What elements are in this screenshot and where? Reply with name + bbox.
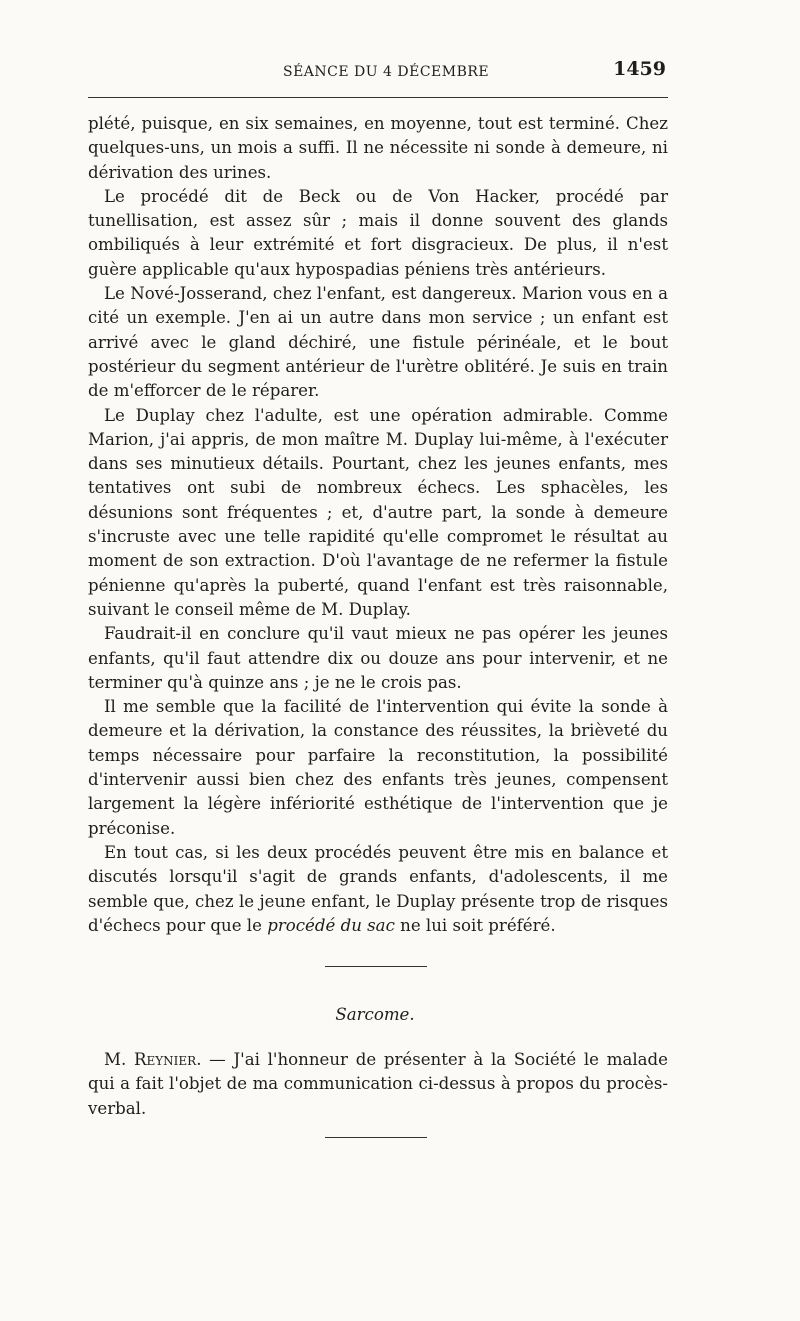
paragraph: Faudrait-il en conclure qu'il vaut mieux ne pas opérer les jeunes enfants, qu'il faut attendre dix ou douze ans pour intervenir, et ne terminer qu'à quinze ans ; je ne le crois pas.	[88, 624, 668, 692]
body-text	[88, 112, 668, 938]
separator-rule	[325, 1137, 427, 1138]
separator-rule	[325, 966, 427, 967]
final-text-italic: procédé du sac	[267, 915, 395, 935]
paragraph: plété, puisque, en six semaines, en moyenne, tout est terminé. Chez quelques-uns, un mois a suffi. Il ne nécessite ni sonde à demeure, ni dérivation des urines.	[88, 114, 668, 182]
paragraph: Le procédé dit de Beck ou de Von Hacker, procédé par tunellisation, est assez sûr ; mais il donne souvent des glands ombiliqués à leur extrémité et fort disgracieux. De plus, il n'est guère applicable qu'aux hypospadias péniens très antérieurs.	[88, 186, 668, 279]
paragraph: Le Nové-Josserand, chez l'enfant, est dangereux. Marion vous en a cité un exemple. J'en ai un autre dans mon service ; un enfant est arrivé avec le gland déchiré, une fistule périnéale, et le bout postérieur du segment antérieur de l'urètre oblitéré. Je suis en train de m'efforcer de le réparer.	[88, 284, 668, 401]
paragraph-final	[88, 841, 668, 938]
running-head: SÉANCE DU 4 DÉCEMBRE	[283, 64, 490, 80]
final-text-after: ne lui soit préféré.	[394, 915, 556, 935]
page-header	[88, 56, 668, 86]
header-rule	[88, 97, 668, 98]
final-text-before: En tout cas, si les deux procédés peuvent être mis en balance et discutés lorsqu'il s'agit de grands enfants, d'adolescents, il me semble que, chez le jeune enfant, le Duplay présente trop de risques d'échecs pour que le	[88, 842, 668, 935]
section-body	[88, 1048, 668, 1121]
section-text: — J'ai l'honneur de présenter à la Société le malade qui a fait l'objet de ma communication ci-dessus à propos du procès-verbal.	[88, 1050, 668, 1118]
speaker-name: M. Reynier.	[104, 1050, 202, 1069]
section-paragraph	[88, 1048, 668, 1121]
section-title: Sarcome.	[335, 1005, 415, 1024]
paragraph: Il me semble que la facilité de l'intervention qui évite la sonde à demeure et la dérivation, la constance des réussites, la brièveté du temps nécessaire pour parfaire la reconstitution, la possibilité d'intervenir aussi bien chez des enfants très jeunes, compensent largement la légère infériorité esthétique de l'intervention que je préconise.	[88, 697, 668, 838]
paragraph: Le Duplay chez l'adulte, est une opération admirable. Comme Marion, j'ai appris, de mon maître M. Duplay lui-même, à l'exécuter dans ses minutieux détails. Pourtant, chez les jeunes enfants, mes tentatives ont subi de nombreux échecs. Les sphacèles, les désunions sont fréquentes ; et, d'autre part, la sonde à demeure s'incruste avec une telle rapidité qu'elle compromet le résultat au moment de son extraction. D'où l'avantage de ne refermer la fistule pénienne qu'après la puberté, quand l'enfant est très raisonnable, suivant le conseil même de M. Duplay.	[88, 405, 668, 619]
page-number: 1459	[613, 58, 666, 80]
